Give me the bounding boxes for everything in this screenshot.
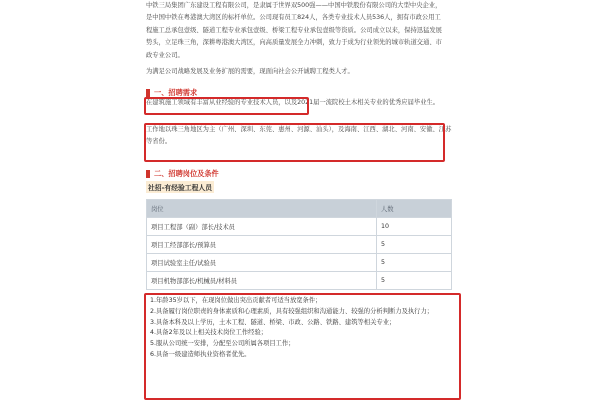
condition-item: 6.具备一级建造师执业资格者优先。	[150, 350, 251, 358]
intro-paragraph-company: 中铁三局集团广东建设工程有限公司，是隶属于世界双500强——中国中铁股份有限公司的大型中央企业，是中国中铁在粤港澳大湾区的标杆单位。公司现有员工824人，各类专业技术人员536人，拥有市政公用工程施工总承包壹级、隧道工程专业承包壹级、桥梁工程专业承包壹级等资质。公司成立以来，保持迅猛发展势头，立足珠三角，深耕粤港澳大湾区，向高质量发展全力冲刺，致力于成为行业领先的城市轨道交通、市政专业公司。	[146, 2, 442, 59]
highlight-box-location	[144, 123, 445, 162]
intro-section	[146, 0, 446, 78]
work-location-text: 工作地以珠三角地区为主（广州、深圳、东莞、惠州、河源、汕头），及海南、江西、湖北、河南、安徽、江苏等省份。	[146, 126, 452, 146]
count-cell: 5	[377, 272, 452, 290]
table-row	[147, 218, 452, 236]
table-header-row	[147, 200, 452, 218]
count-cell: 5	[377, 254, 452, 272]
condition-item: 2.具备履行岗位职责的身体素质和心理素质，具有较强组织和沟通能力、较强的分析判断力及执行力；	[150, 307, 434, 315]
requirement-rest-text: ，以及2021届一流院校土木相关专业的优秀应届毕业生。	[278, 99, 440, 106]
heading-accent-bar	[146, 170, 150, 178]
positions-table	[146, 199, 452, 290]
table-header-position: 岗位	[147, 200, 377, 218]
position-cell: 项目工经部部长/预算员	[147, 236, 377, 254]
section-title-positions: 二、招聘岗位及条件	[154, 169, 219, 178]
position-cell: 项目工程部（副）部长/技术员	[147, 218, 377, 236]
count-cell: 10	[377, 218, 452, 236]
table-row	[147, 272, 452, 290]
position-cell: 项目机物部部长/机械员/材料员	[147, 272, 377, 290]
condition-item: 5.服从公司统一安排，分配至公司所属各项目工作；	[150, 340, 295, 348]
intro-paragraph-purpose: 为满足公司战略发展及业务扩展的需要，现面向社会公开诚聘工程类人才。	[146, 68, 354, 76]
heading-accent-bar	[146, 89, 150, 97]
section-title-requirements: 一、招聘需求	[154, 88, 198, 97]
social-recruit-subtitle: 社招-有经验工程人员	[146, 181, 214, 193]
table-header-count: 人数	[377, 200, 452, 218]
table-row	[147, 254, 452, 272]
position-cell: 项目试验室主任/试验员	[147, 254, 377, 272]
section-heading-positions	[146, 169, 219, 179]
condition-item: 4.具备2年及以上相关技术岗位工作经验；	[150, 329, 268, 337]
requirement-highlight-text: 在建筑施工领域有丰富从业经验的专业技术人员	[146, 99, 279, 106]
condition-item: 3.具备本科及以上学历，土木工程、隧道、桥梁、市政、公路、铁路、建筑等相关专业；	[150, 318, 396, 326]
highlight-box-conditions	[144, 293, 461, 400]
highlight-box-experience	[144, 97, 309, 115]
table-row	[147, 236, 452, 254]
count-cell: 5	[377, 236, 452, 254]
condition-item: 1.年龄35岁以下，在现岗位做出突出贡献者可适当放宽条件；	[150, 297, 322, 304]
